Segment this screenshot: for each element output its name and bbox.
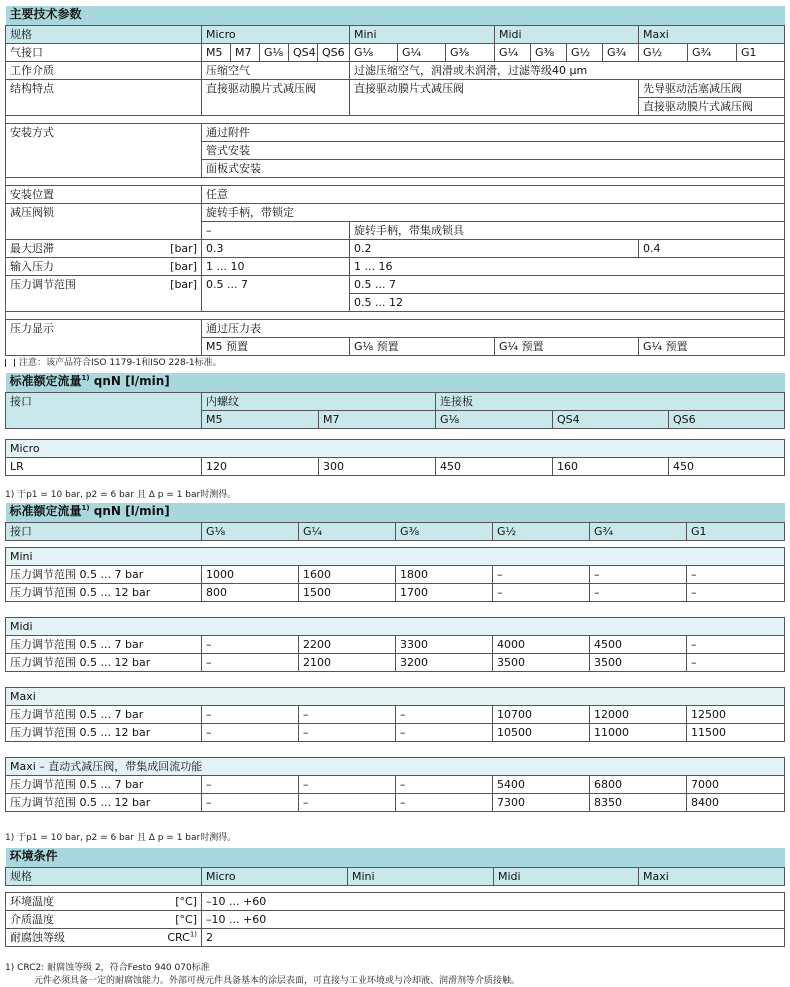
flow2-title: 标准额定流量$^{1)}$ qnN [l/min] bbox=[6, 503, 785, 523]
env-row-unit: [°C] bbox=[151, 893, 202, 911]
medium-label: 工作介质 bbox=[6, 62, 202, 80]
flow2-value: 5400 bbox=[493, 776, 590, 794]
flow2-port: G½ bbox=[493, 523, 590, 541]
flow2-value: 10500 bbox=[493, 724, 590, 742]
display-label: 压力显示 bbox=[6, 320, 202, 356]
flow2-value: 4000 bbox=[493, 636, 590, 654]
flow2-value: 12500 bbox=[687, 706, 785, 724]
mounting-value: 通过附件 bbox=[202, 124, 785, 142]
lock-micro: – bbox=[202, 222, 350, 240]
flow2-value: 3500 bbox=[590, 654, 687, 672]
flow2-port: G¾ bbox=[590, 523, 687, 541]
display-micro: M5 预置 bbox=[202, 338, 350, 356]
flow2-group: Mini bbox=[6, 548, 785, 566]
flow1-port: G⅛ bbox=[436, 411, 553, 429]
flow2-row-label: 压力调节范围 0.5 ... 7 bar bbox=[6, 636, 202, 654]
design-label: 结构特点 bbox=[6, 80, 202, 116]
flow2-row-label: 压力调节范围 0.5 ... 12 bar bbox=[6, 584, 202, 602]
flow2-group: Maxi – 直动式减压阀，带集成回流功能 bbox=[6, 758, 785, 776]
table-row bbox=[6, 776, 785, 794]
flow2-row-label: 压力调节范围 0.5 ... 12 bar bbox=[6, 724, 202, 742]
header-micro: Micro bbox=[202, 26, 350, 44]
flow-table-micro bbox=[5, 373, 784, 476]
env-row-label: 耐腐蚀等级 bbox=[6, 929, 151, 947]
flow1-port: M7 bbox=[319, 411, 436, 429]
port-cell: G½ bbox=[639, 44, 688, 62]
flow1-section: Micro bbox=[6, 440, 785, 458]
flow2-group: Maxi bbox=[6, 688, 785, 706]
flow2-value: 8400 bbox=[687, 794, 785, 812]
flow2-value: 7000 bbox=[687, 776, 785, 794]
env-row-value: –10 ... +60 bbox=[202, 893, 785, 911]
input-micro: 1 ... 10 bbox=[202, 258, 350, 276]
env-header-mini: Mini bbox=[348, 868, 494, 886]
port-cell: G½ bbox=[567, 44, 603, 62]
hysteresis-mini-midi: 0.2 bbox=[350, 240, 639, 258]
flow2-value: 2100 bbox=[299, 654, 396, 672]
flow2-value: – bbox=[299, 776, 396, 794]
range-rest-2: 0.5 ... 12 bbox=[350, 294, 785, 312]
table-row bbox=[6, 794, 785, 812]
flow2-value: – bbox=[202, 776, 299, 794]
flow2-value: – bbox=[299, 706, 396, 724]
flow1-group-plate: 连接板 bbox=[436, 393, 785, 411]
table-row bbox=[6, 654, 785, 672]
design-mini-midi: 直接驱动膜片式减压阀 bbox=[350, 80, 639, 116]
env-row-label: 环境温度 bbox=[6, 893, 151, 911]
range-micro: 0.5 ... 7 bbox=[202, 276, 350, 312]
table-row bbox=[6, 706, 785, 724]
flow1-group-thread: 内螺纹 bbox=[202, 393, 436, 411]
flow2-value: 3500 bbox=[493, 654, 590, 672]
ports-label: 气接口 bbox=[6, 44, 202, 62]
mounting-value: 面板式安装 bbox=[202, 160, 785, 178]
env-title: 环境条件 bbox=[6, 848, 785, 868]
flow2-port: G⅛ bbox=[202, 523, 299, 541]
input-label: 输入压力 [bar] bbox=[6, 258, 202, 276]
flow2-value: – bbox=[396, 794, 493, 812]
env-row-label: 介质温度 bbox=[6, 911, 151, 929]
flow2-value: – bbox=[396, 776, 493, 794]
flow1-value: 160 bbox=[553, 458, 669, 476]
header-maxi: Maxi bbox=[639, 26, 785, 44]
display-all: 通过压力表 bbox=[202, 320, 785, 338]
flow2-value: 2200 bbox=[299, 636, 396, 654]
flow2-value: 3300 bbox=[396, 636, 493, 654]
flow2-value: – bbox=[202, 636, 299, 654]
flow2-value: 10700 bbox=[493, 706, 590, 724]
lock-rest: 旋转手柄，带集成锁具 bbox=[350, 222, 785, 240]
flow1-value: 120 bbox=[202, 458, 319, 476]
flow2-value: – bbox=[687, 566, 785, 584]
flow2-port-header: 接口 bbox=[6, 523, 202, 541]
display-mini: G⅛ 预置 bbox=[350, 338, 495, 356]
port-cell: G⅜ bbox=[531, 44, 567, 62]
flow2-value: – bbox=[493, 584, 590, 602]
input-rest: 1 ... 16 bbox=[350, 258, 785, 276]
flow2-value: 1500 bbox=[299, 584, 396, 602]
medium-rest: 过滤压缩空气，润滑或未润滑，过滤等级40 μm bbox=[350, 62, 785, 80]
flow2-value: – bbox=[687, 654, 785, 672]
table-row bbox=[6, 636, 785, 654]
flow2-value: 11500 bbox=[687, 724, 785, 742]
port-cell: G⅛ bbox=[350, 44, 398, 62]
medium-micro: 压缩空气 bbox=[202, 62, 350, 80]
flow2-value: – bbox=[590, 566, 687, 584]
flow2-value: – bbox=[202, 724, 299, 742]
note-icon bbox=[5, 359, 15, 367]
table-row bbox=[6, 566, 785, 584]
position-value: 任意 bbox=[202, 186, 785, 204]
lock-label: 减压阀锁 bbox=[6, 204, 202, 240]
env-table bbox=[5, 848, 784, 947]
flow2-port: G¼ bbox=[299, 523, 396, 541]
main-title: 主要技术参数 bbox=[6, 6, 785, 26]
port-cell: QS4 bbox=[289, 44, 318, 62]
env-row-unit: CRC$^{1)}$ bbox=[151, 929, 202, 947]
design-micro: 直接驱动膜片式减压阀 bbox=[202, 80, 350, 116]
flow2-value: 11000 bbox=[590, 724, 687, 742]
range-rest-1: 0.5 ... 7 bbox=[350, 276, 785, 294]
port-cell: G¾ bbox=[603, 44, 639, 62]
flow2-value: – bbox=[299, 794, 396, 812]
port-cell: G¾ bbox=[688, 44, 737, 62]
footnote-3b: 元件必须具备一定的耐腐蚀能力。外部可视元件具备基本的涂层表面，可直接与工业环境或与冷却液、润滑剂等介质接触。 bbox=[34, 976, 521, 986]
header-midi: Midi bbox=[495, 26, 639, 44]
flow2-value: 12000 bbox=[590, 706, 687, 724]
main-spec-table bbox=[5, 6, 784, 356]
env-row-unit: [°C] bbox=[151, 911, 202, 929]
port-cell: G1 bbox=[737, 44, 785, 62]
table-row bbox=[6, 724, 785, 742]
flow2-row-label: 压力调节范围 0.5 ... 7 bar bbox=[6, 706, 202, 724]
table-row bbox=[6, 584, 785, 602]
hysteresis-micro: 0.3 bbox=[202, 240, 350, 258]
flow1-port: QS6 bbox=[669, 411, 785, 429]
flow2-value: – bbox=[396, 724, 493, 742]
range-label: 压力调节范围 [bar] bbox=[6, 276, 202, 312]
flow1-port-header: 接口 bbox=[6, 393, 202, 429]
flow2-value: 1600 bbox=[299, 566, 396, 584]
flow2-row-label: 压力调节范围 0.5 ... 7 bar bbox=[6, 566, 202, 584]
flow2-value: – bbox=[396, 706, 493, 724]
footnote-2: 1) 于p1 = 10 bar, p2 = 6 bar 且 Δ p = 1 bar时测得。 bbox=[5, 833, 237, 843]
port-cell: G¼ bbox=[398, 44, 446, 62]
flow2-value: 7300 bbox=[493, 794, 590, 812]
lock-all: 旋转手柄，带锁定 bbox=[202, 204, 785, 222]
flow2-value: – bbox=[687, 636, 785, 654]
flow2-port: G1 bbox=[687, 523, 785, 541]
mounting-label: 安装方式 bbox=[6, 124, 202, 178]
env-row-value: –10 ... +60 bbox=[202, 911, 785, 929]
display-maxi: G¼ 预置 bbox=[639, 338, 785, 356]
flow2-port: G⅜ bbox=[396, 523, 493, 541]
env-row-value: 2 bbox=[202, 929, 785, 947]
flow2-value: – bbox=[590, 584, 687, 602]
flow2-value: 1700 bbox=[396, 584, 493, 602]
env-header-midi: Midi bbox=[494, 868, 639, 886]
port-cell: M7 bbox=[231, 44, 260, 62]
footnote-1: 1) 于p1 = 10 bar, p2 = 6 bar 且 Δ p = 1 bar时测得。 bbox=[5, 490, 237, 500]
flow1-title: 标准额定流量$^{1)}$ qnN [l/min] bbox=[6, 373, 785, 393]
flow2-value: – bbox=[202, 654, 299, 672]
flow2-group: Midi bbox=[6, 618, 785, 636]
flow2-row-label: 压力调节范围 0.5 ... 12 bar bbox=[6, 794, 202, 812]
display-midi: G¼ 预置 bbox=[495, 338, 639, 356]
design-maxi-1: 先导驱动活塞减压阀 bbox=[639, 80, 785, 98]
footnote-3a: 1) CRC2: 耐腐蚀等级 2，符合Festo 940 070标准 bbox=[5, 963, 210, 973]
flow2-value: 800 bbox=[202, 584, 299, 602]
flow-table-mini-midi-maxi bbox=[5, 503, 784, 812]
env-header-maxi: Maxi bbox=[639, 868, 785, 886]
flow1-value: 450 bbox=[669, 458, 785, 476]
flow2-value: – bbox=[493, 566, 590, 584]
port-cell: G⅛ bbox=[260, 44, 289, 62]
flow1-port: M5 bbox=[202, 411, 319, 429]
flow2-row-label: 压力调节范围 0.5 ... 12 bar bbox=[6, 654, 202, 672]
flow2-value: 8350 bbox=[590, 794, 687, 812]
flow1-row-label: LR bbox=[6, 458, 202, 476]
port-cell: G⅜ bbox=[446, 44, 495, 62]
flow2-value: – bbox=[687, 584, 785, 602]
port-cell: G¼ bbox=[495, 44, 531, 62]
flow2-value: – bbox=[202, 706, 299, 724]
design-maxi-2: 直接驱动膜片式减压阀 bbox=[639, 98, 785, 116]
flow2-value: 4500 bbox=[590, 636, 687, 654]
header-spec: 规格 bbox=[6, 26, 202, 44]
flow1-value: 450 bbox=[436, 458, 553, 476]
port-cell: M5 bbox=[202, 44, 231, 62]
flow2-value: 3200 bbox=[396, 654, 493, 672]
position-label: 安装位置 bbox=[6, 186, 202, 204]
flow1-value: 300 bbox=[319, 458, 436, 476]
flow2-value: – bbox=[299, 724, 396, 742]
flow2-value: 6800 bbox=[590, 776, 687, 794]
flow2-value: 1000 bbox=[202, 566, 299, 584]
flow2-row-label: 压力调节范围 0.5 ... 7 bar bbox=[6, 776, 202, 794]
mounting-value: 管式安装 bbox=[202, 142, 785, 160]
flow2-value: 1800 bbox=[396, 566, 493, 584]
flow2-value: – bbox=[202, 794, 299, 812]
env-header-spec: 规格 bbox=[6, 868, 202, 886]
iso-note: 注意：该产品符合ISO 1179-1和ISO 228-1标准。 bbox=[5, 355, 222, 368]
env-header-micro: Micro bbox=[202, 868, 348, 886]
hysteresis-label: 最大迟滞 [bar] bbox=[6, 240, 202, 258]
port-cell: QS6 bbox=[318, 44, 350, 62]
hysteresis-maxi: 0.4 bbox=[639, 240, 785, 258]
flow1-port: QS4 bbox=[553, 411, 669, 429]
header-mini: Mini bbox=[350, 26, 495, 44]
